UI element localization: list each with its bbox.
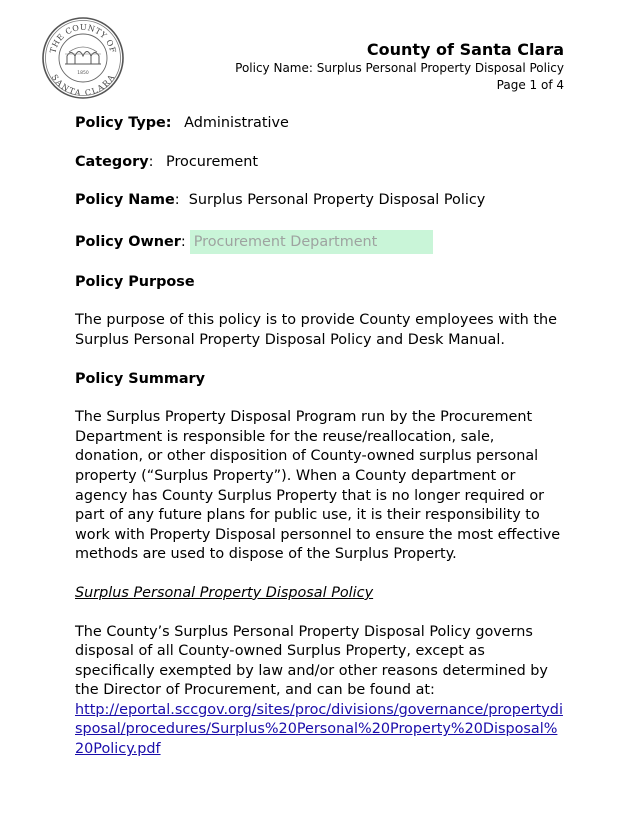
policy-name-label: Policy Name [75, 192, 175, 209]
seal-text-top: THE COUNTY OF [48, 22, 118, 55]
category-field: Category: Procurement [75, 153, 258, 170]
policy-type-value: Administrative [184, 115, 289, 131]
svg-text:SANTA CLARA [50, 73, 117, 98]
policy-type-label: Policy Type: [75, 115, 172, 131]
policy-owner-label: Policy Owner [75, 233, 181, 250]
policy-type-field [75, 114, 565, 134]
document-header [235, 40, 564, 94]
header-policy-name: Policy Name: Surplus Personal Property Disposal Policy [235, 61, 564, 75]
page-indicator: Page 1 of 4 [496, 78, 564, 92]
disposal-policy-link[interactable]: http://eportal.sccgov.org/sites/proc/divisions/governance/propertydisposal/procedures/Surplus%20Personal%20Property%20Disposal%20Policy.pdf [75, 701, 563, 758]
summary-heading: Policy Summary [75, 370, 206, 387]
org-name: County of Santa Clara [366, 40, 564, 59]
summary-text: The Surplus Property Disposal Program run by the Procurement Department is responsible for the reuse/reallocation, sale, donation, or other disposition of County-owned surplus personal property (“Surplus Property”). When a County department or agency has County Surplus Property that is no longer required or part of any future plans for public use, it is their responsibility to work with Property Disposal personnel to ensure the most effective methods are used to dispose of the Surplus Property. [75, 409, 561, 563]
seal-year: 1850 [77, 71, 89, 76]
category-label: Category [75, 153, 149, 170]
svg-text:THE COUNTY OF [48, 23, 117, 54]
policy-name-field: Policy Name: Surplus Personal Property Disposal Policy [75, 192, 486, 209]
disposal-policy-heading: Surplus Personal Property Disposal Policy [75, 584, 374, 601]
document-body [75, 114, 565, 760]
seal-text-bottom: SANTA CLARA [49, 72, 117, 98]
policy-name-value: Surplus Personal Property Disposal Policy [188, 192, 486, 209]
policy-owner-input[interactable]: Procurement Department [190, 230, 433, 254]
policy-owner-field: Policy Owner: Procurement Department [75, 230, 565, 254]
county-seal-icon [41, 16, 125, 100]
purpose-heading: Policy Purpose [75, 273, 195, 290]
purpose-text: The purpose of this policy is to provide County employees with the Surplus Personal Property Disposal Policy and Desk Manual. [75, 312, 557, 348]
category-value: Procurement [166, 153, 258, 170]
disposal-policy-text: The County’s Surplus Personal Property Disposal Policy governs disposal of all County-owned Surplus Property, except as specifically exempted by law and/or other reasons determined by the Director of Procurement, and can be found at: [75, 623, 548, 699]
